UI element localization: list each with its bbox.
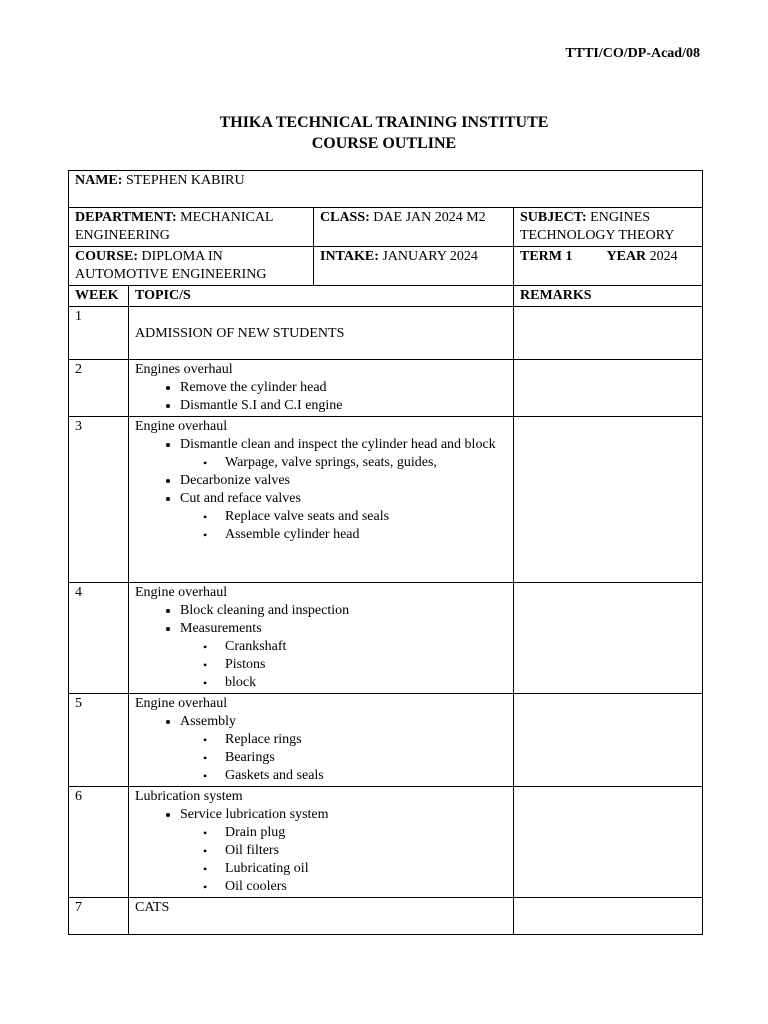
table-row	[69, 307, 703, 360]
sub-list	[180, 824, 507, 896]
sub-list-item: • block	[225, 674, 507, 692]
list-item-text: Measurements	[180, 621, 262, 636]
week-column-header: WEEK	[69, 286, 129, 307]
topic-list	[135, 602, 507, 692]
title-block	[0, 112, 768, 154]
topic-cell	[129, 694, 514, 787]
course-cell	[69, 247, 314, 286]
class-value: DAE JAN 2024 M2	[373, 210, 486, 225]
course-outline-table	[68, 170, 703, 935]
week-number: 7	[69, 898, 129, 935]
remarks-cell	[514, 417, 703, 583]
course-row	[69, 247, 703, 286]
intake-label: INTAKE:	[320, 249, 379, 264]
remarks-cell	[514, 360, 703, 417]
intake-cell	[314, 247, 514, 286]
list-item: • Decarbonize valves	[180, 472, 507, 490]
term-label: TERM 1	[520, 249, 573, 264]
topic-list	[135, 806, 507, 896]
term-year-cell	[514, 247, 703, 286]
week-number: 3	[69, 417, 129, 583]
sub-list-item: • Replace valve seats and seals	[225, 508, 507, 526]
subject-value: ENGINES TECHNOLOGY THEORY	[520, 210, 675, 243]
topic-title: Engine overhaul	[135, 419, 228, 434]
list-item: • Dismantle S.I and C.I engine	[180, 397, 507, 415]
list-item: • Block cleaning and inspection	[180, 602, 507, 620]
list-item-text: Service lubrication system	[180, 807, 329, 822]
intake-value: JANUARY 2024	[382, 249, 478, 264]
course-label: COURSE:	[75, 249, 139, 264]
subject-cell	[514, 208, 703, 247]
sub-list	[180, 454, 507, 472]
week-number: 4	[69, 583, 129, 694]
sub-list-item: • Gaskets and seals	[225, 767, 507, 785]
sub-list-item: • Warpage, valve springs, seats, guides,	[225, 454, 507, 472]
department-row	[69, 208, 703, 247]
remarks-cell	[514, 787, 703, 898]
department-label: DEPARTMENT:	[75, 210, 177, 225]
week-number: 5	[69, 694, 129, 787]
topic-cell	[129, 417, 514, 583]
topic-title: Engine overhaul	[135, 585, 228, 600]
list-item	[180, 806, 507, 896]
department-value: MECHANICAL ENGINEERING	[75, 210, 273, 243]
table-row	[69, 898, 703, 935]
sub-list	[180, 731, 507, 785]
document-reference: TTTI/CO/DP-Acad/08	[565, 46, 700, 61]
sub-list-item: • Drain plug	[225, 824, 507, 842]
topic-list	[135, 379, 507, 415]
week-number: 6	[69, 787, 129, 898]
sub-list-item: • Crankshaft	[225, 638, 507, 656]
topic-title: CATS	[135, 900, 170, 915]
sub-list-item: • Assemble cylinder head	[225, 526, 507, 544]
topic-cell	[129, 898, 514, 935]
institute-name: THIKA TECHNICAL TRAINING INSTITUTE	[219, 114, 549, 131]
topic-column-header: TOPIC/S	[129, 286, 514, 307]
department-cell	[69, 208, 314, 247]
week-number: 2	[69, 360, 129, 417]
course-value: DIPLOMA IN AUTOMOTIVE ENGINEERING	[75, 249, 267, 282]
list-item	[180, 620, 507, 692]
topic-title: ADMISSION OF NEW STUDENTS	[135, 326, 345, 341]
topic-title: Lubrication system	[135, 789, 243, 804]
list-item	[180, 490, 507, 544]
name-value: STEPHEN KABIRU	[125, 173, 245, 188]
column-header-row	[69, 286, 703, 307]
list-item-text: Cut and reface valves	[180, 491, 301, 506]
topic-cell	[129, 583, 514, 694]
topic-title: Engine overhaul	[135, 696, 228, 711]
topic-list	[135, 713, 507, 785]
name-cell	[69, 171, 703, 208]
remarks-cell	[514, 898, 703, 935]
list-item: • Remove the cylinder head	[180, 379, 507, 397]
class-label: CLASS:	[320, 210, 370, 225]
sub-list-item: • Oil filters	[225, 842, 507, 860]
sub-list-item: • Replace rings	[225, 731, 507, 749]
topic-cell	[129, 307, 514, 360]
sub-list-item: • Pistons	[225, 656, 507, 674]
remarks-cell	[514, 307, 703, 360]
list-item	[180, 713, 507, 785]
sub-list	[180, 508, 507, 544]
sub-list-item: • Bearings	[225, 749, 507, 767]
sub-list	[180, 638, 507, 692]
week-number: 1	[69, 307, 129, 360]
table-row	[69, 583, 703, 694]
topic-cell	[129, 787, 514, 898]
subject-label: SUBJECT:	[520, 210, 587, 225]
table-row	[69, 694, 703, 787]
table-row	[69, 360, 703, 417]
class-cell	[314, 208, 514, 247]
list-item	[180, 436, 507, 472]
table-row	[69, 787, 703, 898]
topic-cell	[129, 360, 514, 417]
sub-list-item: • Oil coolers	[225, 878, 507, 896]
name-label: NAME:	[75, 173, 123, 188]
sub-list-item: • Lubricating oil	[225, 860, 507, 878]
remarks-cell	[514, 694, 703, 787]
list-item-text: Dismantle clean and inspect the cylinder head and block	[180, 437, 496, 452]
remarks-cell	[514, 583, 703, 694]
name-row	[69, 171, 703, 208]
topic-title: Engines overhaul	[135, 362, 233, 377]
year-value: 2024	[649, 249, 678, 264]
document-title: COURSE OUTLINE	[311, 135, 457, 152]
year-label: YEAR	[606, 249, 647, 264]
remarks-column-header: REMARKS	[514, 286, 703, 307]
table-row	[69, 417, 703, 583]
list-item-text: Assembly	[180, 714, 236, 729]
topic-list	[135, 436, 507, 544]
